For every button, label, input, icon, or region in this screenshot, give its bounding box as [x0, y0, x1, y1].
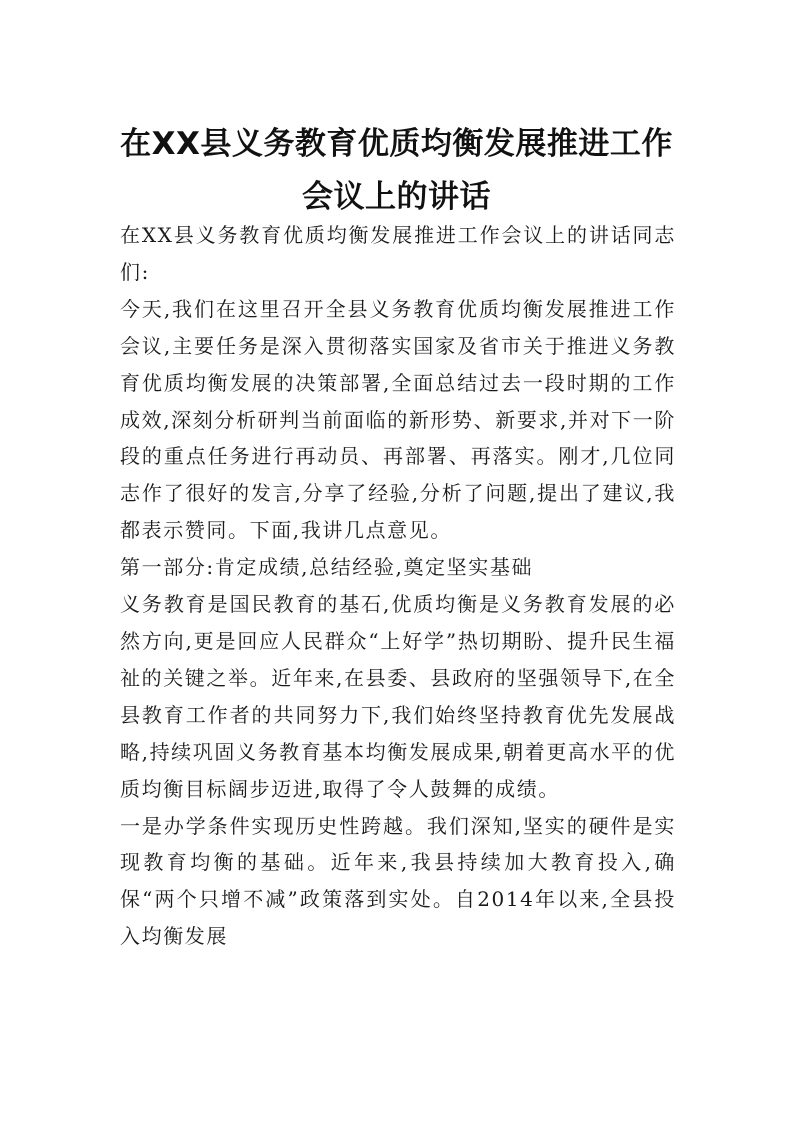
body-paragraph: 义务教育是国民教育的基石,优质均衡是义务教育发展的必然方向,更是回应人民群众“上好学”热切期盼、提升民生福祉的关键之举。近年来,在县委、县政府的坚强领导下,在全县教育工作者的共同努力下,我们始终坚持教育优先发展战略,持续巩固义务教育基本均衡发展成果,朝着更高水平的优质均衡目标阔步迈进,取得了令人鼓舞的成绩。 [120, 592, 676, 801]
section-heading: 第一部分:肯定成绩,总结经验,奠定坚实基础 [120, 555, 534, 580]
document-title: 在XX县义务教育优质均衡发展推进工作会议上的讲话 [120, 126, 673, 215]
body-paragraph: 一是办学条件实现历史性跨越。我们深知,坚实的硬件是实现教育均衡的基础。近年来,我县持续加大教育投入,确保“两个只增不减”政策落到实处。自2014年以来,全县投入均衡发展 [120, 813, 676, 949]
opening-paragraph: 今天,我们在这里召开全县义务教育优质均衡发展推进工作会议,主要任务是深入贯彻落实国家及省市关于推进义务教育优质均衡发展的决策部署,全面总结过去一段时期的工作成效,深刻分析研判当前面临的新形势、新要求,并对下一阶段的重点任务进行再动员、再部署、再落实。刚才,几位同志作了很好的发言,分享了经验,分析了问题,提出了建议,我都表示赞同。下面,我讲几点意见。 [120, 296, 676, 543]
salutation-paragraph: 在XX县义务教育优质均衡发展推进工作会议上的讲话同志们: [120, 223, 676, 284]
document-body [120, 217, 676, 955]
